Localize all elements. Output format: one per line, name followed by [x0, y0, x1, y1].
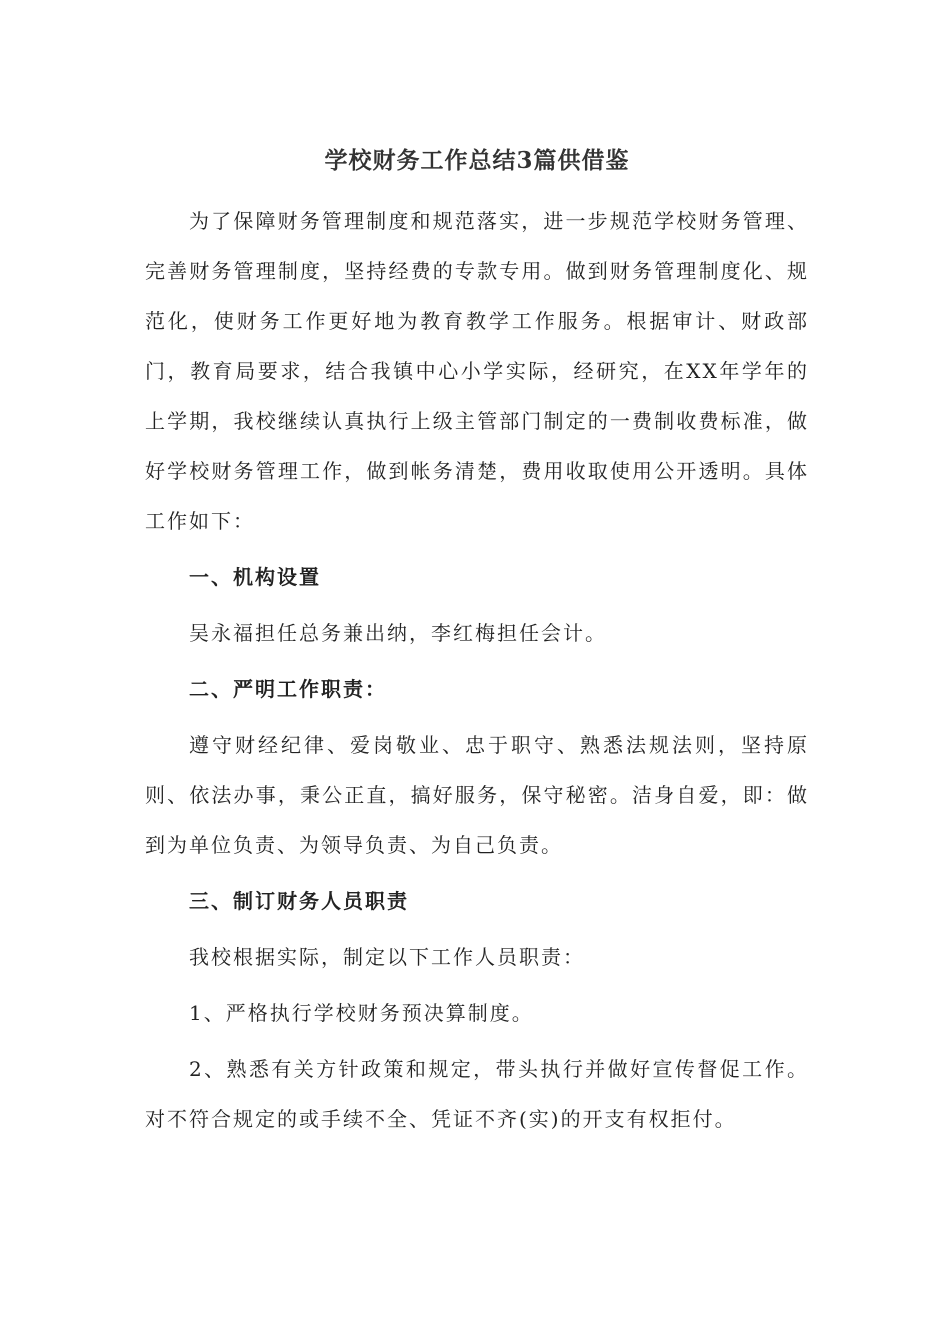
- section-3-item-1: 1、严格执行学校财务预决算制度。: [189, 1001, 534, 1025]
- section-2-heading: 二、严明工作职责：: [189, 677, 387, 701]
- document-page: [145, 138, 809, 1144]
- section-3-item-2: 2、熟悉有关方针政策和规定，带头执行并做好宣传督促工作。对不符合规定的或手续不全、凭证不齐(实)的开支有权拒付。: [145, 1057, 809, 1131]
- section-3-body: 我校根据实际，制定以下工作人员职责：: [189, 945, 585, 969]
- section-2-body: 遵守财经纪律、爱岗敬业、忠于职守、熟悉法规法则，坚持原则、依法办事，秉公正直，搞好服务，保守秘密。洁身自爱，即：做到为单位负责、为领导负责、为自己负责。: [145, 733, 809, 857]
- section-1-heading: 一、机构设置: [189, 565, 321, 589]
- section-1-body: 吴永福担任总务兼出纳，李红梅担任会计。: [189, 621, 607, 645]
- section-3-heading: 三、制订财务人员职责: [189, 889, 409, 913]
- intro-paragraph: 为了保障财务管理制度和规范落实，进一步规范学校财务管理、完善财务管理制度，坚持经费的专款专用。做到财务管理制度化、规范化，使财务工作更好地为教育教学工作服务。根据审计、财政部门，教育局要求，结合我镇中心小学实际，经研究，在XX年学年的上学期，我校继续认真执行上级主管部门制定的一费制收费标准，做好学校财务管理工作，做到帐务清楚，费用收取使用公开透明。具体工作如下：: [145, 209, 809, 533]
- document-title: 学校财务工作总结3篇供借鉴: [324, 147, 630, 174]
